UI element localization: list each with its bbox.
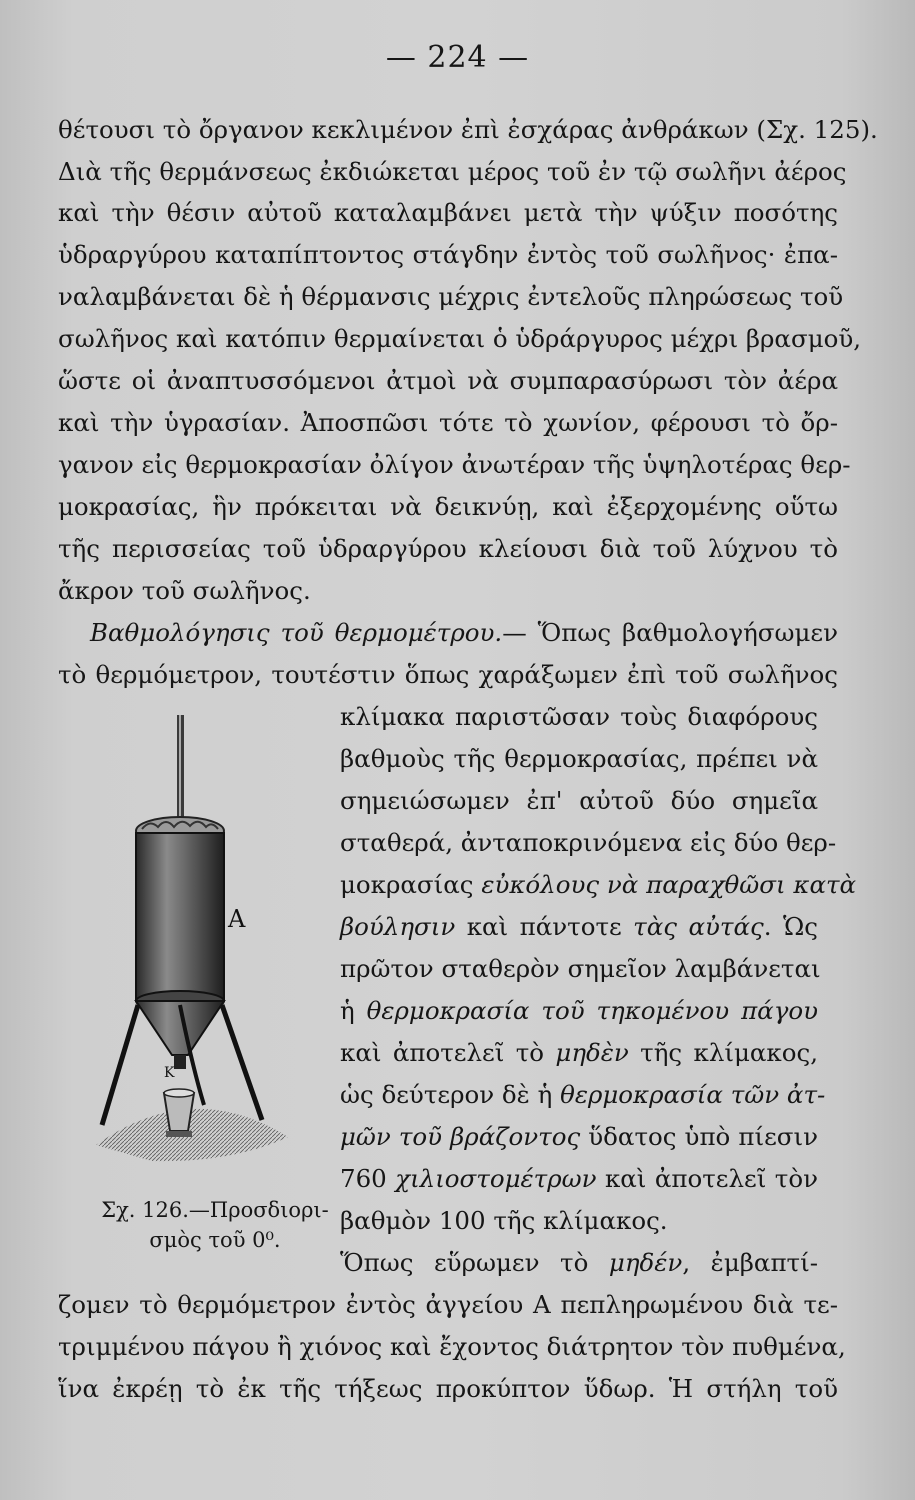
- text-line: [340, 1248, 818, 1278]
- figure-label-k: K: [164, 1065, 175, 1081]
- text-line: [340, 996, 818, 1026]
- text-line: πρῶτον σταθερὸν σημεῖον λαμβάνεται: [340, 954, 821, 983]
- text-line: σταθερά, ἀνταποκρινόμενα εἰς δύο θερ-: [340, 828, 837, 857]
- text-line: κλίμακα παριστῶσαν τοὺς διαφόρους: [340, 702, 818, 731]
- text-span: τῆς κλίμακος,: [628, 1038, 818, 1067]
- text-line: ναλαμβάνεται δὲ ἡ θέρμανσις μέχρις ἐντελοῦς πληρώσεως τοῦ: [58, 282, 844, 311]
- italic-span: θερμοκρασία τῶν ἀτ-: [560, 1080, 826, 1109]
- italic-span: χιλιοστομέτρων: [395, 1164, 597, 1193]
- text-span: — Ὅπως βαθμολογήσωμεν: [502, 618, 838, 647]
- text-line: ἄκρον τοῦ σωλῆνος.: [58, 576, 311, 605]
- text-line: ὥστε οἱ ἀναπτυσσόμενοι ἀτμοὶ νὰ συμπαρασύρωσι τὸν ἀέρα: [58, 366, 838, 395]
- text-line: τὸ θερμόμετρον, τουτέστιν ὅπως χαράξωμεν ἐπὶ τοῦ σωλῆνος: [58, 660, 838, 689]
- italic-span: εὐκόλους νὰ παραχθῶσι κατὰ: [481, 870, 857, 899]
- text-span: Ὅπως εὕρωμεν τὸ: [340, 1248, 609, 1277]
- italic-span: μῶν τοῦ βράζοντος: [340, 1122, 581, 1151]
- italic-span: θερμοκρασία τοῦ τηκομένου πάγου: [366, 996, 819, 1025]
- text-line: Διὰ τῆς θερμάνσεως ἐκδιώκεται μέρος τοῦ ἐν τῷ σωλῆνι ἀέρος: [58, 157, 847, 186]
- text-line: [340, 870, 857, 900]
- figure-caption-line: Σχ. 126.—Προσδιορι-: [101, 1198, 329, 1222]
- text-span: 760: [340, 1164, 396, 1193]
- italic-span: μηδὲν: [555, 1038, 629, 1067]
- text-line: [340, 1080, 826, 1110]
- text-line: βαθμοὺς τῆς θερμοκρασίας, πρέπει νὰ: [340, 744, 818, 773]
- italic-span: μηδέν: [608, 1248, 683, 1277]
- text-line: γανον εἰς θερμοκρασίαν ὀλίγον ἀνωτέραν τῆς ὑψηλοτέρας θερ-: [58, 450, 851, 479]
- figure-caption-line: σμὸς τοῦ 0⁰.: [149, 1228, 281, 1252]
- apparatus-illustration: [92, 705, 292, 1165]
- text-line: βαθμὸν 100 τῆς κλίμακος.: [340, 1206, 668, 1235]
- text-line: τῆς περισσείας τοῦ ὑδραργύρου κλείουσι διὰ τοῦ λύχνου τὸ: [58, 534, 838, 563]
- section-heading-line: [90, 618, 838, 648]
- text-line: σημειώσωμεν ἐπ' αὐτοῦ δύο σημεῖα: [340, 786, 818, 815]
- text-line: ἵνα ἐκρέῃ τὸ ἐκ τῆς τήξεως προκύπτον ὕδωρ. Ἡ στήλη τοῦ: [58, 1374, 838, 1403]
- section-heading: Βαθμολόγησις τοῦ θερμομέτρου.: [90, 618, 503, 647]
- text-span: ὡς δεύτερον δὲ ἡ: [340, 1080, 561, 1109]
- text-line: σωλῆνος καὶ κατόπιν θερμαίνεται ὁ ὑδράργυρος μέχρι βρασμοῦ,: [58, 324, 862, 353]
- text-line: μοκρασίας, ἣν πρόκειται νὰ δεικνύῃ, καὶ ἐξερχομένης οὕτω: [58, 492, 838, 521]
- text-line: ζομεν τὸ θερμόμετρον ἐντὸς ἀγγείου Α πεπληρωμένου διὰ τε-: [58, 1290, 838, 1319]
- text-line: καὶ τὴν ὑγρασίαν. Ἀποσπῶσι τότε τὸ χωνίον, φέρουσι τὸ ὄρ-: [58, 408, 838, 437]
- text-line: θέτουσι τὸ ὄργανον κεκλιμένον ἐπὶ ἐσχάρας ἀνθράκων (Σχ. 125).: [58, 115, 878, 144]
- text-span: καὶ πάντοτε: [455, 912, 634, 941]
- text-span: μοκρασίας: [340, 870, 482, 899]
- text-line: [340, 1122, 818, 1152]
- italic-span: βούλησιν: [340, 912, 456, 941]
- text-line: [340, 1164, 818, 1194]
- text-line: τριμμένου πάγου ἢ χιόνος καὶ ἔχοντος διάτρητον τὸν πυθμένα,: [58, 1332, 846, 1361]
- text-line: [340, 1038, 818, 1068]
- text-span: . Ὡς: [763, 912, 818, 941]
- text-span: καὶ ἀποτελεῖ τὸ: [340, 1038, 556, 1067]
- text-line: ὑδραργύρου καταπίπτοντος στάγδην ἐντὸς τοῦ σωλῆνος· ἐπα-: [58, 240, 838, 269]
- text-span: ἡ: [340, 996, 367, 1025]
- text-span: ὕδατος ὑπὸ πίεσιν: [580, 1122, 818, 1151]
- text-line: καὶ τὴν θέσιν αὐτοῦ καταλαμβάνει μετὰ τὴν ψύξιν ποσότης: [58, 198, 838, 227]
- figure-label-a: A: [228, 905, 246, 933]
- italic-span: τὰς αὐτάς: [633, 912, 764, 941]
- text-span: , ἐμβαπτί-: [682, 1248, 818, 1277]
- text-span: καὶ ἀποτελεῖ τὸν: [596, 1164, 818, 1193]
- page-number: — 224 —: [385, 40, 530, 75]
- text-line: [340, 912, 818, 942]
